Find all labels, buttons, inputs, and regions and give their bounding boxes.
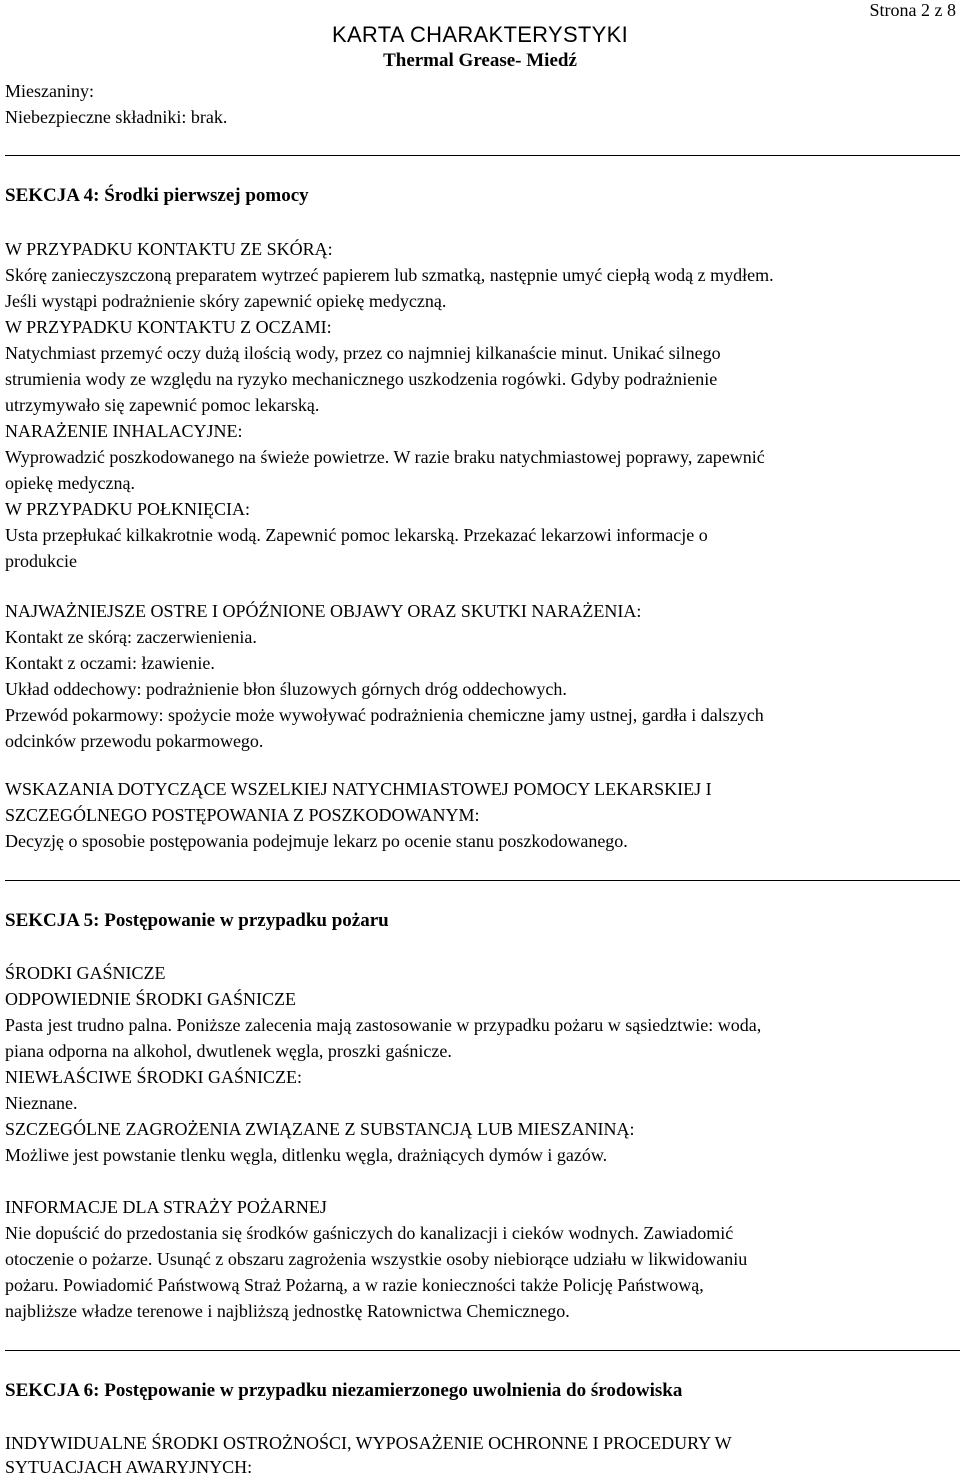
paragraph-line: Skórę zanieczyszczoną preparatem wytrzeć papierem lub szmatką, następnie umyć ciepłą wodą z mydłem. (5, 265, 774, 285)
product-name: Thermal Grease- Miedź (383, 50, 577, 71)
paragraph-line: Natychmiast przemyć oczy dużą ilością wody, przez co najmniej kilkanaście minut. Unikać silnego (5, 343, 721, 363)
paragraph-line: Przewód pokarmowy: spożycie może wywoływać podrażnienia chemiczne jamy ustnej, gardła i dalszych (5, 705, 764, 725)
eye-contact-heading: W PRZYPADKU KONTAKTU Z OCZAMI: (5, 317, 332, 337)
section-4-title: SEKCJA 4: Środki pierwszej pomocy (5, 185, 309, 206)
paragraph-line: Nieznane. (5, 1093, 78, 1113)
paragraph-line: Nie dopuścić do przedostania się środków gaśniczych do kanalizacji i cieków wodnych. Zawiadomić (5, 1223, 734, 1243)
paragraph-line: najbliższe władze terenowe i najbliższą jednostkę Ratownictwa Chemicznego. (5, 1301, 570, 1321)
paragraph-line: Możliwe jest powstanie tlenku węgla, ditlenku węgla, drażniących dymów i gazów. (5, 1145, 608, 1165)
mixtures-text: Niebezpieczne składniki: brak. (5, 107, 228, 127)
paragraph-line: otoczenie o pożarze. Usunąć z obszaru zagrożenia wszystkie osoby niebiorące udziału w likwidowaniu (5, 1249, 748, 1269)
paragraph-line: Kontakt ze skórą: zaczerwienienia. (5, 627, 257, 647)
firefighters-heading: INFORMACJE DLA STRAŻY POŻARNEJ (5, 1197, 327, 1217)
paragraph-line: Kontakt z oczami: łzawienie. (5, 653, 215, 673)
paragraph-line: Usta przepłukać kilkakrotnie wodą. Zapewnić pomoc lekarską. Przekazać lekarzowi informacje o (5, 525, 708, 545)
document-title: KARTA CHARAKTERYSTYKI (331, 22, 629, 47)
symptoms-heading: NAJWAŻNIEJSZE OSTRE I OPÓŹNIONE OBJAWY ORAZ SKUTKI NARAŻENIA: (5, 601, 642, 621)
mixtures-heading: Mieszaniny: (5, 81, 94, 101)
divider (5, 155, 960, 156)
paragraph-line: Jeśli wystąpi podrażnienie skóry zapewnić opiekę medyczną. (5, 291, 447, 311)
medical-attention-heading: WSKAZANIA DOTYCZĄCE WSZELKIEJ NATYCHMIASTOWEJ POMOCY LEKARSKIEJ I (5, 779, 712, 799)
paragraph-line: Decyzję o sposobie postępowania podejmuje lekarz po ocenie stanu poszkodowanego. (5, 831, 628, 851)
precautions-heading: SYTUACJACH AWARYJNYCH: (5, 1457, 253, 1477)
paragraph-line: Pasta jest trudno palna. Poniższe zalecenia mają zastosowanie w przypadku pożaru w sąsiedztwie: woda, (5, 1015, 762, 1035)
section-5-title: SEKCJA 5: Postępowanie w przypadku pożaru (5, 910, 389, 931)
section-6-title: SEKCJA 6: Postępowanie w przypadku niezamierzonego uwolnienia do środowiska (5, 1380, 683, 1401)
swallowing-heading: W PRZYPADKU POŁKNIĘCIA: (5, 499, 251, 519)
divider (5, 880, 960, 881)
paragraph-line: produkcie (5, 551, 77, 571)
paragraph-line: utrzymywało się zapewnić pomoc lekarską. (5, 395, 320, 415)
precautions-heading: INDYWIDUALNE ŚRODKI OSTROŻNOŚCI, WYPOSAŻENIE OCHRONNE I PROCEDURY W (5, 1433, 732, 1453)
paragraph-line: pożaru. Powiadomić Państwową Straż Pożarną, a w razie konieczności także Policję Państwową, (5, 1275, 704, 1295)
paragraph-line: piana odporna na alkohol, dwutlenek węgla, proszki gaśnicze. (5, 1041, 452, 1061)
suitable-media-heading: ODPOWIEDNIE ŚRODKI GAŚNICZE (5, 989, 296, 1009)
special-hazards-heading: SZCZEGÓLNE ZAGROŻENIA ZWIĄZANE Z SUBSTANCJĄ LUB MIESZANINĄ: (5, 1119, 635, 1139)
inhalation-heading: NARAŻENIE INHALACYJNE: (5, 421, 243, 441)
paragraph-line: odcinków przewodu pokarmowego. (5, 731, 264, 751)
medical-attention-heading: SZCZEGÓLNEGO POSTĘPOWANIA Z POSZKODOWANYM: (5, 805, 480, 825)
unsuitable-media-heading: NIEWŁAŚCIWE ŚRODKI GAŚNICZE: (5, 1067, 302, 1087)
paragraph-line: strumienia wody ze względu na ryzyko mechanicznego uszkodzenia rogówki. Gdyby podrażnienie (5, 369, 718, 389)
paragraph-line: Wyprowadzić poszkodowanego na świeże powietrze. W razie braku natychmiastowej poprawy, zapewnić (5, 447, 765, 467)
skin-contact-heading: W PRZYPADKU KONTAKTU ZE SKÓRĄ: (5, 239, 333, 259)
divider (5, 1350, 960, 1351)
paragraph-line: Układ oddechowy: podrażnienie błon śluzowych górnych dróg oddechowych. (5, 679, 567, 699)
page-number: Strona 2 z 8 (869, 0, 956, 20)
paragraph-line: opiekę medyczną. (5, 473, 135, 493)
extinguishing-media-heading: ŚRODKI GAŚNICZE (5, 963, 166, 983)
